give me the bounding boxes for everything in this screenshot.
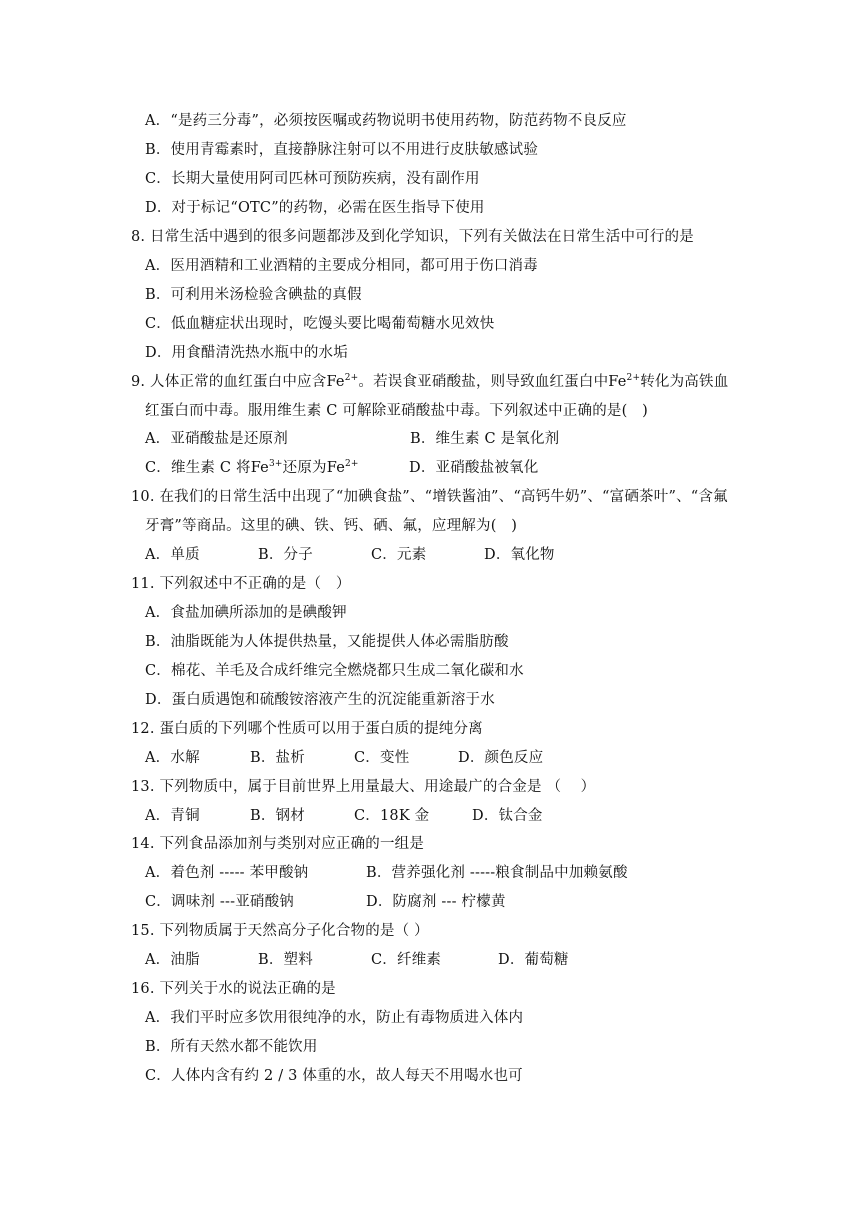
q13-option-a: A．青铜	[145, 808, 200, 824]
q9-option-c-mid: 还原为Fe	[282, 460, 345, 476]
q16-option-b: B．所有天然水都不能饮用	[145, 1039, 318, 1055]
q15-option-c: C．纤维素	[371, 952, 442, 968]
q9-stem-pre: 9. 人体正常的血红蛋白中应含Fe	[131, 374, 345, 390]
q14-stem: 14. 下列食品添加剂与类别对应正确的一组是	[131, 836, 425, 852]
q10-option-c: C．元素	[371, 547, 427, 563]
q14-option-a: A．着色剂 ----- 苯甲酸钠	[145, 865, 309, 881]
q11-stem: 11. 下列叙述中不正确的是（ ）	[131, 576, 351, 592]
q12-option-a: A．水解	[145, 750, 200, 766]
q9-stem-line2: 红蛋白而中毒。服用维生素 C 可解除亚硝酸盐中毒。下列叙述中正确的是( )	[145, 403, 649, 419]
q8-option-b: B．可利用米汤检验含碘盐的真假	[145, 287, 362, 303]
q10-option-b: B．分子	[258, 547, 313, 563]
q9-stem-line1	[131, 372, 728, 392]
q11-option-d: D．蛋白质遇饱和硫酸铵溶液产生的沉淀能重新溶于水	[145, 692, 495, 708]
q13-option-d: D．钛合金	[472, 808, 543, 824]
q9-option-c	[145, 458, 359, 478]
q11-option-b: B．油脂既能为人体提供热量，又能提供人体必需脂肪酸	[145, 634, 509, 650]
q13-option-c: C．18K 金	[354, 808, 430, 824]
q9-option-d: D．亚硝酸盐被氧化	[409, 460, 539, 476]
q12-option-c: C．变性	[354, 750, 410, 766]
q7-option-d: D．对于标记“OTC”的药物，必需在医生指导下使用	[145, 200, 485, 216]
q8-option-c: C．低血糖症状出现时，吃馒头要比喝葡萄糖水见效快	[145, 316, 495, 332]
q13-stem: 13. 下列物质中，属于目前世界上用量最大、用途最广的合金是 （ ）	[131, 779, 596, 795]
q7-option-c: C．长期大量使用阿司匹林可预防疾病，没有副作用	[145, 171, 480, 187]
q11-option-c: C．棉花、羊毛及合成纤维完全燃烧都只生成二氧化碳和水	[145, 663, 524, 679]
q9-option-c-charge-2: 2+	[345, 459, 359, 469]
q11-option-a: A．食盐加碘所添加的是碘酸钾	[145, 605, 347, 621]
q9-option-b: B．维生素 C 是氧化剂	[410, 431, 560, 447]
q9-option-c-charge: 3+	[268, 459, 283, 469]
q15-stem: 15. 下列物质属于天然高分子化合物的是（ ）	[131, 923, 429, 939]
q15-option-d: D．葡萄糖	[498, 952, 569, 968]
q8-stem: 8. 日常生活中遇到的很多问题都涉及到化学知识，下列有关做法在日常生活中可行的是	[131, 229, 694, 245]
q7-option-a: A．“是药三分毒”，必须按医嘱或药物说明书使用药物，防范药物不良反应	[145, 113, 627, 129]
q15-option-b: B．塑料	[258, 952, 313, 968]
q9-option-a: A．亚硝酸盐是还原剂	[145, 431, 288, 447]
q7-option-b: B．使用青霉素时，直接静脉注射可以不用进行皮肤敏感试验	[145, 142, 539, 158]
q12-option-b: B．盐析	[250, 750, 305, 766]
q13-option-b: B．钢材	[250, 808, 305, 824]
q14-option-c: C．调味剂 ---亚硝酸钠	[145, 894, 295, 910]
q9-stem-charge-2: 2+	[626, 373, 641, 383]
q14-option-d: D．防腐剂 --- 柠檬黄	[366, 894, 506, 910]
q10-stem-line1: 10. 在我们的日常生活中出现了“加碘食盐”、“增铁酱油”、“高钙牛奶”、“富硒茶叶”、“含氟	[131, 489, 728, 505]
q14-option-b: B．营养强化剂 -----粮食制品中加赖氨酸	[366, 865, 628, 881]
q8-option-d: D．用食醋清洗热水瓶中的水垢	[145, 345, 348, 361]
q9-stem-post: 转化为高铁血	[640, 374, 729, 390]
q12-option-d: D．颜色反应	[458, 750, 544, 766]
q9-option-c-pre: C．维生素 C 将Fe	[145, 460, 269, 476]
q10-stem-line2: 牙膏”等商品。这里的碘、铁、钙、硒、氟，应理解为( )	[145, 518, 518, 534]
q9-stem-mid: 。若误食亚硝酸盐，则导致血红蛋白中Fe	[358, 374, 627, 390]
q12-stem: 12. 蛋白质的下列哪个性质可以用于蛋白质的提纯分离	[131, 721, 483, 737]
q15-option-a: A．油脂	[145, 952, 200, 968]
q8-option-a: A．医用酒精和工业酒精的主要成分相同，都可用于伤口消毒	[145, 258, 538, 274]
q10-option-a: A．单质	[145, 547, 200, 563]
q16-stem: 16. 下列关于水的说法正确的是	[131, 981, 336, 997]
q9-stem-charge: 2+	[344, 373, 359, 383]
q16-option-c: C．人体内含有约 2 / 3 体重的水，故人每天不用喝水也可	[145, 1068, 523, 1084]
q16-option-a: A．我们平时应多饮用很纯净的水，防止有毒物质进入体内	[145, 1010, 524, 1026]
q10-option-d: D．氧化物	[484, 547, 555, 563]
